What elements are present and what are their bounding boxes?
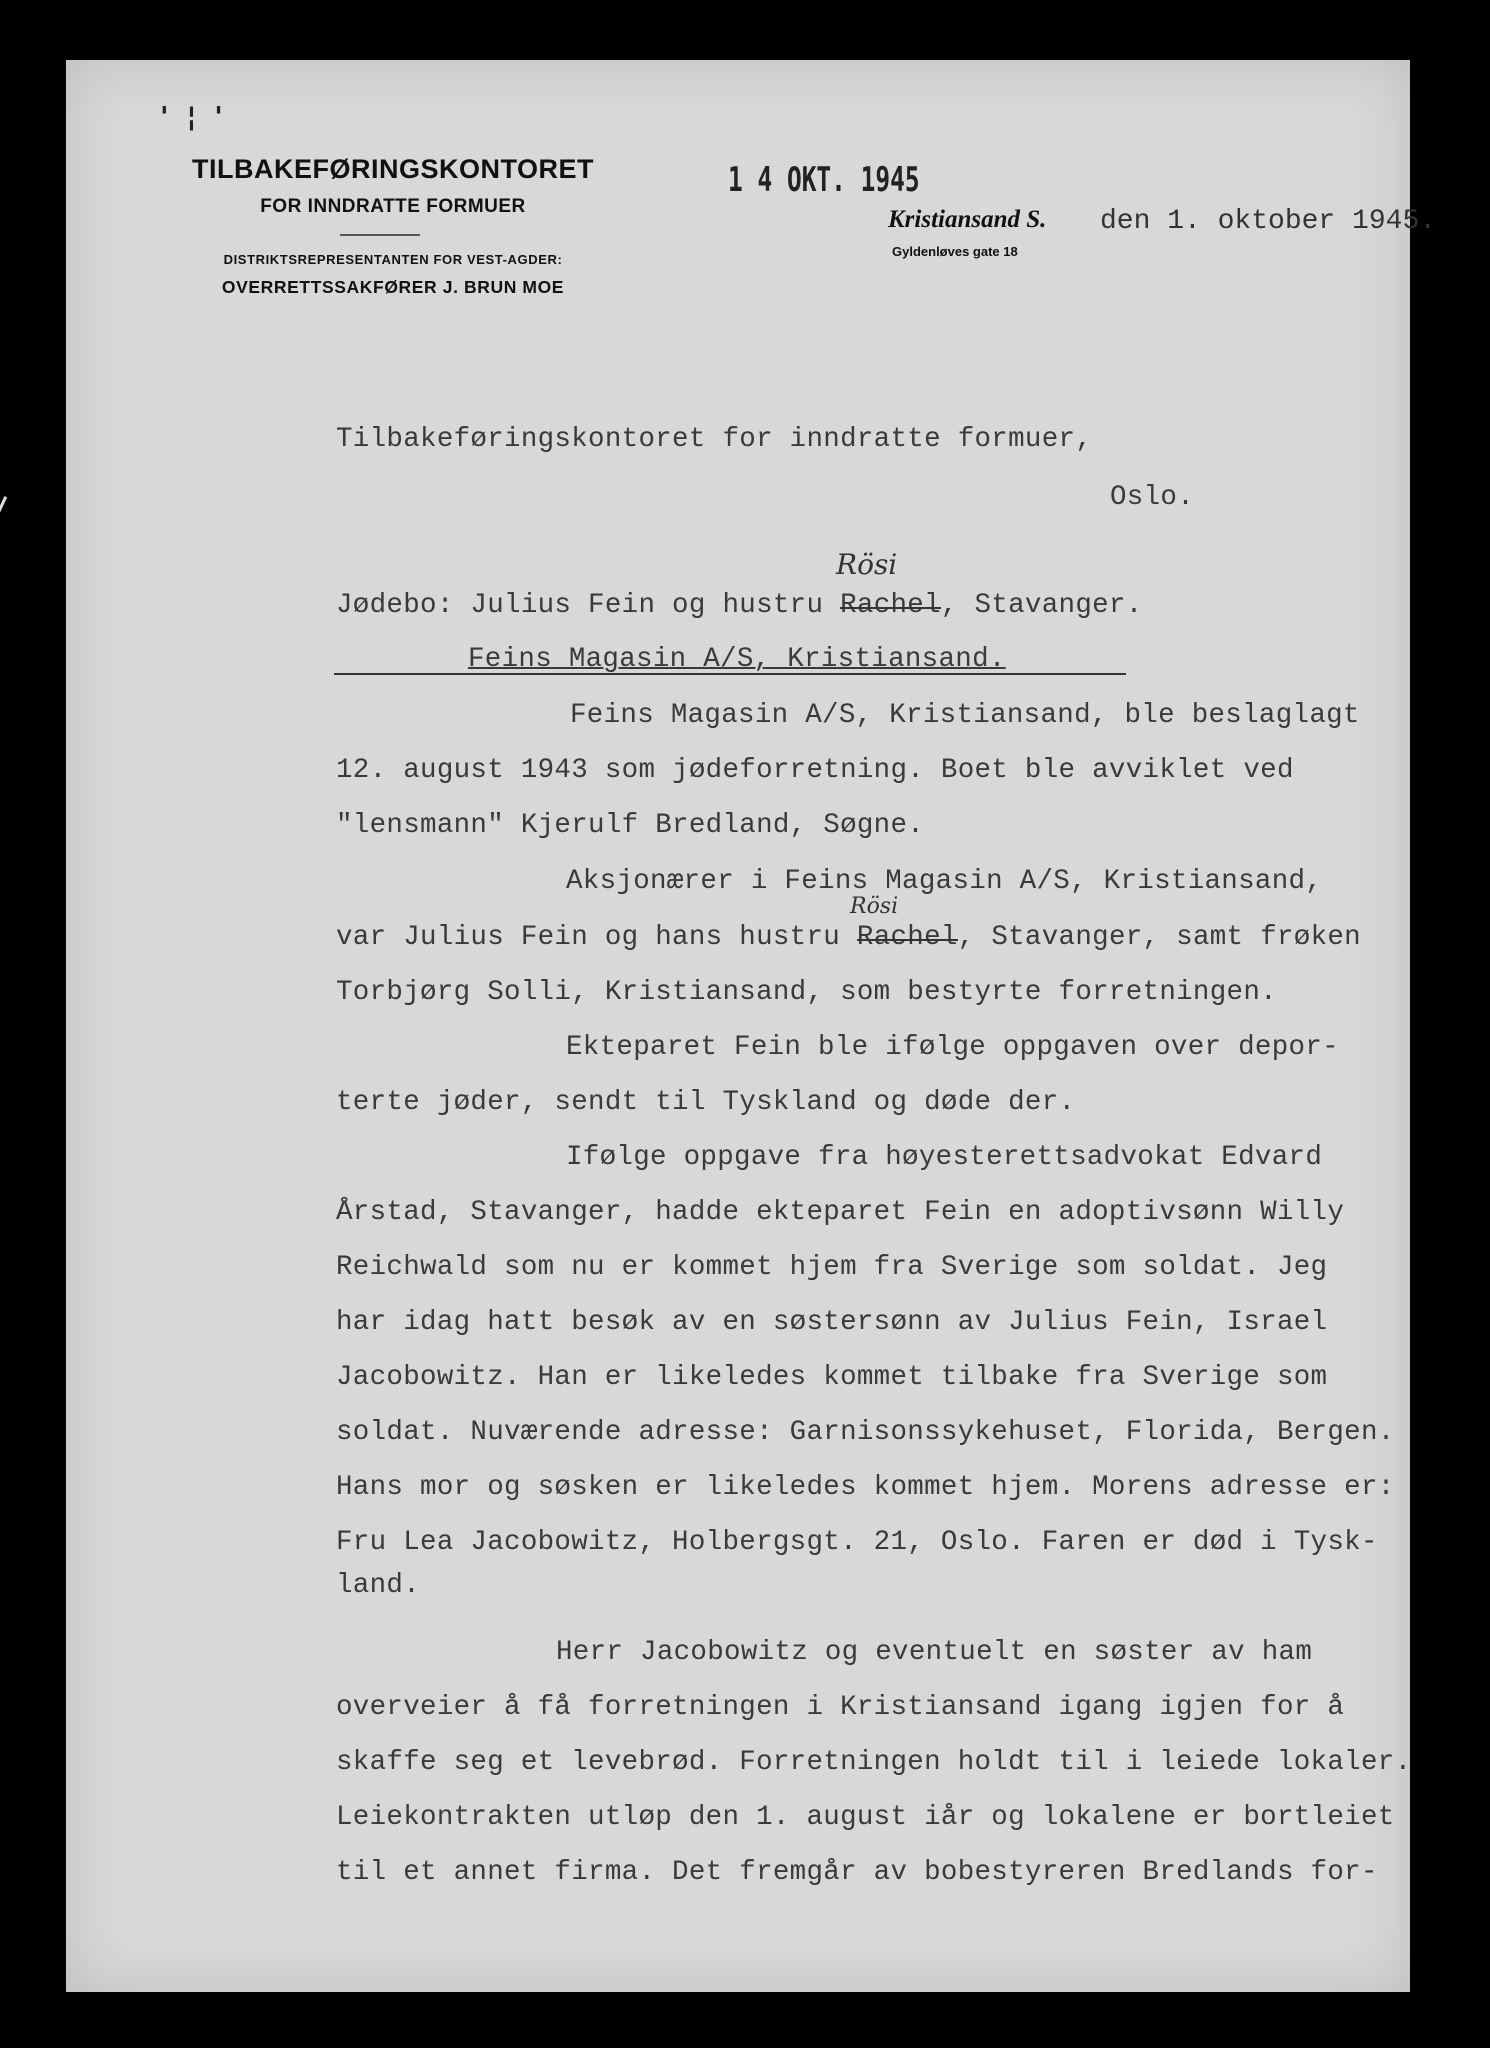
body-line: var Julius Fein og hans hustru Rachel, Stavanger, samt frøken — [336, 922, 1361, 953]
body-line: "lensmann" Kjerulf Bredland, Søgne. — [336, 810, 925, 841]
body-line: Hans mor og søsken er likeledes kommet hjem. Morens adresse er: — [336, 1472, 1395, 1503]
punch-marks: ' ¦ ' — [160, 100, 227, 133]
letterhead-title: TILBAKEFØRINGSKONTORET — [192, 154, 594, 184]
struck-name: Rachel — [856, 922, 958, 953]
body-line: terte jøder, sendt til Tyskland og døde der. — [336, 1087, 1076, 1118]
body-line: Jacobowitz. Han er likeledes kommet tilbake fra Sverige som — [336, 1362, 1328, 1393]
letterhead-rule — [340, 234, 420, 236]
body-line: Herr Jacobowitz og eventuelt en søster av ham — [556, 1637, 1313, 1668]
body-line: Leiekontrakten utløp den 1. august iår og lokalene er bortleiet — [336, 1802, 1395, 1833]
struck-name: Rachel — [840, 590, 941, 621]
received-stamp: 1 4 OKT. 1945 — [728, 160, 920, 200]
letterhead-address: Gyldenløves gate 18 — [892, 244, 1018, 259]
recipient-city: Oslo. — [1110, 482, 1195, 513]
subject-company: Feins Magasin A/S, Kristiansand. — [468, 644, 1006, 675]
letterhead-subtitle: FOR INNDRATTE FORMUER — [260, 196, 526, 217]
body-line: har idag hatt besøk av en søstersønn av Julius Fein, Israel — [336, 1307, 1328, 1338]
handwritten-correction: Rösi — [836, 548, 898, 581]
body-line: Feins Magasin A/S, Kristiansand, ble beslaglagt — [570, 700, 1360, 731]
letterhead-representative-name: OVERRETTSSAKFØRER J. BRUN MOE — [221, 277, 565, 297]
subject-line: Jødebo: Julius Fein og hustru Rachel, Stavanger. — [336, 590, 1143, 621]
body-line: Årstad, Stavanger, hadde ekteparet Fein en adoptivsønn Willy — [336, 1197, 1345, 1228]
body-line: skaffe seg et levebrød. Forretningen holdt til i leiede lokaler. — [336, 1747, 1412, 1778]
body-line: til et annet firma. Det fremgår av bobestyreren Bredlands for- — [336, 1857, 1378, 1888]
body-line: Torbjørg Solli, Kristiansand, som bestyrte forretningen. — [336, 977, 1277, 1008]
body-line: soldat. Nuværende adresse: Garnisonssykehuset, Florida, Bergen. — [336, 1417, 1395, 1448]
body-line: land. — [336, 1570, 421, 1601]
body-line: 12. august 1943 som jødeforretning. Boet ble avviklet ved — [336, 755, 1294, 786]
recipient-line: Tilbakeføringskontoret for inndratte formuer, — [336, 424, 1093, 455]
body-line: Aksjonærer i Feins Magasin A/S, Kristiansand, — [566, 866, 1323, 897]
body-line: Fru Lea Jacobowitz, Holbergsgt. 21, Oslo. Faren er død i Tysk- — [336, 1527, 1378, 1558]
body-line: Ifølge oppgave fra høyesterettsadvokat Edvard — [566, 1142, 1323, 1173]
letterhead-city: Kristiansand S. — [888, 206, 1047, 233]
body-line: Reichwald som nu er kommet hjem fra Sverige som soldat. Jeg — [336, 1252, 1328, 1283]
letterhead-representative-title: DISTRIKTSREPRESENTANTEN FOR VEST-AGDER: — [223, 252, 563, 267]
subject-underline — [334, 673, 1126, 675]
body-line: overveier å få forretningen i Kristiansand igang igjen for å — [336, 1692, 1345, 1723]
scan-mark — [0, 496, 16, 518]
handwritten-correction: Rösi — [850, 894, 899, 919]
letter-date: den 1. oktober 1945. — [1100, 206, 1437, 237]
body-line: Ekteparet Fein ble ifølge oppgaven over depor- — [566, 1032, 1339, 1063]
